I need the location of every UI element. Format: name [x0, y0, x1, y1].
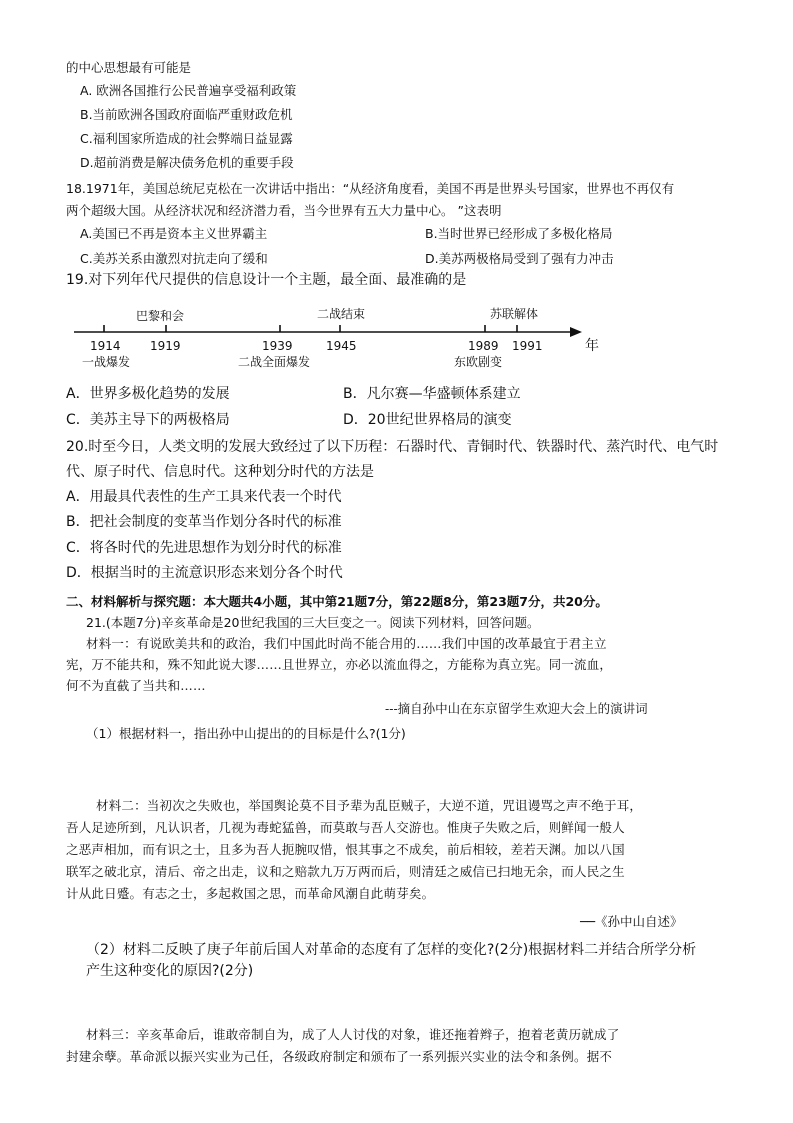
event-1919: 巴黎和会: [136, 309, 185, 323]
q19-stem: 19.对下列年代尺提供的信息设计一个主题，最全面、最准确的是: [66, 272, 467, 288]
q21-material3-line2: 封建余孽。革命派以振兴实业为己任，各级政府制定和颁布了一系列振兴实业的法令和条例。据不: [66, 1049, 613, 1064]
q21-subquestion2-line2: 产生这种变化的原因?(2分): [86, 963, 254, 979]
section2-heading: 二、材料解析与探究题：本大题共4小题，其中第21题7分，第22题8分，第23题7分，共20分。: [66, 594, 608, 609]
timeline-arrow: [570, 327, 582, 337]
q21-material1-line2: 宪，万不能共和，殊不知此说大谬……且世界立，亦必以流血得之，方能称为真立宪。同一流血，: [66, 657, 613, 672]
q18-stem-line1: 18.1971年，美国总统尼克松在一次讲话中指出：“从经济角度看，美国不再是世界头号国家，世界也不再仅有: [66, 181, 675, 196]
q20-stem-line1: 20.时至今日，人类文明的发展大致经过了以下历程：石器时代、青铜时代、铁器时代、蒸汽时代、电气时: [66, 439, 719, 455]
q18-option-c: C.美苏关系由激烈对抗走向了缓和: [80, 251, 268, 266]
q21-intro: 21.(本题7分)辛亥革命是20世纪我国的三大巨变之一。阅读下列材料，回答问题。: [86, 615, 540, 630]
q21-material1-line3: 何不为直截了当共和……: [66, 678, 206, 693]
year-1989: 1989: [468, 339, 499, 353]
year-1914: 1914: [90, 339, 121, 353]
q21-material2-line1: 材料二：当初次之失败也，举国舆论莫不目予辈为乱臣贼子，大逆不道，咒诅谩骂之声不绝于耳，: [96, 798, 643, 813]
q17-option-b: B.当前欧洲各国政府面临严重财政危机: [80, 107, 293, 122]
event-1945: 二战结束: [317, 307, 366, 321]
event-1991: 苏联解体: [490, 307, 539, 321]
q19-option-d: D．20世纪世界格局的演变: [343, 412, 512, 428]
event-1914: 一战爆发: [82, 355, 131, 369]
q20-stem-line2: 代、原子时代、信息时代。这种划分时代的方法是: [66, 464, 374, 480]
q21-material2-line2: 吾人足迹所到，凡认识者，几视为毒蛇猛兽，而莫敢与吾人交游也。惟庚子失败之后，则鲜闻一般人: [66, 820, 625, 835]
q21-material3-line1: 材料三：辛亥革命后，谁敢帝制自为，成了人人讨伐的对象，谁还拖着辫子，抱着老黄历就成了: [86, 1027, 620, 1042]
year-1919: 1919: [150, 339, 181, 353]
q18-stem-line2: 两个超级大国。从经济状况和经济潜力看，当今世界有五大力量中心。 ”这表明: [66, 203, 502, 218]
year-1945: 1945: [326, 339, 357, 353]
q21-subquestion1: （1）根据材料一，指出孙中山提出的的目标是什么?(1分): [86, 726, 406, 741]
q21-material2-line5: 计从此日蹙。有志之士，多起救国之思，而革命风潮自此萌芽矣。: [66, 886, 435, 901]
event-1989: 东欧剧变: [454, 355, 503, 369]
q21-material2-line4: 联军之破北京，清后、帝之出走，议和之赔款九万万两而后，则清廷之威信已扫地无余，而人民之生: [66, 864, 625, 879]
q18-option-d: D.美苏两极格局受到了强有力冲击: [425, 251, 614, 266]
q17-stem-tail: 的中心思想最有可能是: [66, 60, 192, 75]
q18-option-a: A.美国已不再是资本主义世界霸主: [80, 226, 268, 241]
q20-option-d: D．根据当时的主流意识形态来划分各个时代: [66, 565, 343, 581]
event-1939: 二战全面爆发: [238, 355, 311, 369]
q17-option-d: D.超前消费是解决债务危机的重要手段: [80, 155, 294, 170]
q20-option-c: C．将各时代的先进思想作为划分时代的标准: [66, 540, 342, 556]
q20-option-a: A．用最具代表性的生产工具来代表一个时代: [66, 489, 342, 505]
q17-option-a: A. 欧洲各国推行公民普遍享受福利政策: [80, 83, 297, 98]
q19-option-b: B．凡尔赛—华盛顿体系建立: [343, 386, 521, 402]
timeline-unit: 年: [585, 338, 599, 354]
q21-material2-source: ──《孙中山自述》: [580, 914, 683, 929]
q21-subquestion2-line1: （2）材料二反映了庚子年前后国人对革命的态度有了怎样的变化?(2分)根据材料二并结合所学分析: [86, 942, 697, 958]
q18-option-b: B.当时世界已经形成了多极化格局: [425, 226, 613, 241]
year-1939: 1939: [262, 339, 293, 353]
q17-option-c: C.福利国家所造成的社会弊端日益显露: [80, 131, 293, 146]
q21-material1-line1: 材料一：有说欧美共和的政治，我们中国此时尚不能合用的……我们中国的改革最宜于君主立: [86, 636, 607, 651]
timeline-chart: [70, 300, 630, 375]
q21-material2-line3: 之恶声相加，而有识之士，且多为吾人扼腕叹惜，恨其事之不成矣，前后相较，差若天渊。加以八国: [66, 842, 625, 857]
q19-option-c: C．美苏主导下的两极格局: [66, 412, 230, 428]
q20-option-b: B．把社会制度的变革当作划分各时代的标准: [66, 514, 342, 530]
q21-material1-source: ---摘自孙中山在东京留学生欢迎大会上的演讲词: [385, 701, 648, 716]
year-1991: 1991: [512, 339, 543, 353]
q19-option-a: A．世界多极化趋势的发展: [66, 386, 230, 402]
